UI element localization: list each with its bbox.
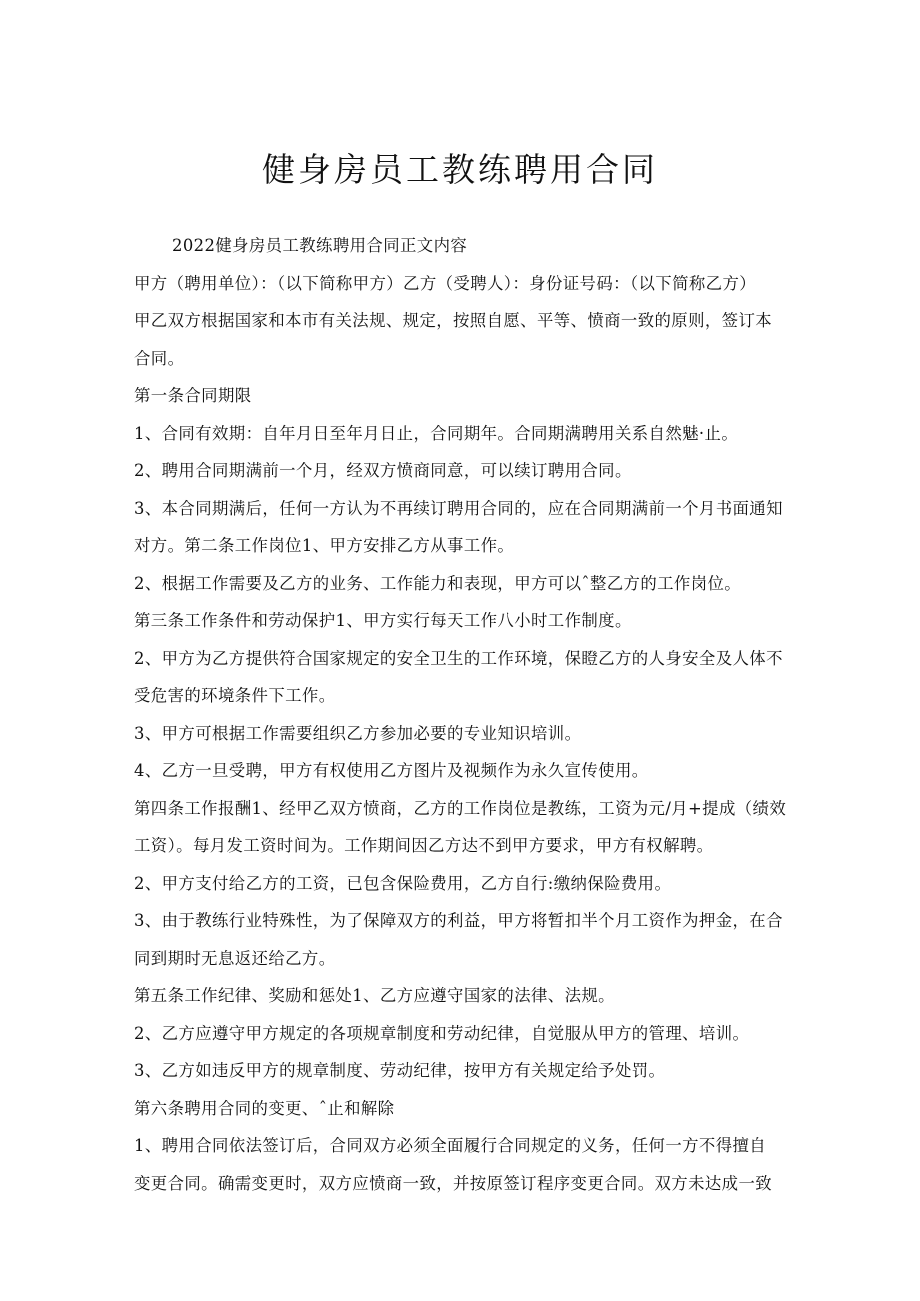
article-heading: 第一条合同期限 xyxy=(134,386,252,405)
paragraph-line: 3、本合同期满后，任何一方认为不再续订聘用合同的，应在合同期满前一个月书面通知 xyxy=(134,498,783,518)
paragraph-line: 2、甲方为乙方提供符合国家规定的安全卫生的工作环境，保瞪乙方的人身安全及人体不 xyxy=(134,648,783,668)
paragraph-line: 工资）。每月发工资时间为。工作期间因乙方达不到甲方要求，甲方有权解聘。 xyxy=(134,836,714,855)
paragraph-line: 1、聘用合同依法签订后，合同双方必须全面履行合同规定的义务，任何一方不得擅自 xyxy=(134,1136,767,1155)
paragraph-line: 受危害的环境条件下工作。 xyxy=(134,686,336,705)
paragraph-line: 3、甲方可根据工作需要组织乙方参加必要的专业知识培训。 xyxy=(134,723,582,743)
paragraph-line: 3、乙方如违反甲方的规章制度、劳动纪律，按甲方有关规定给予处罚。 xyxy=(134,1061,666,1080)
document-title: 健身房员工教练聘用合同 xyxy=(262,150,658,189)
article-heading: 第六条聘用合同的变更、ˆ止和解除 xyxy=(134,1098,395,1118)
paragraph-line: 甲乙双方根据国家和本市有关法规、规定，按照自愿、平等、愤商一致的原则，签订本 xyxy=(134,311,773,330)
paragraph-line: 1、合同有效期：自年月日至年月日止，合同期年。合同期满聘用关系自然魅·止。 xyxy=(134,423,739,443)
paragraph-line: 同到期时无息返还给乙方。 xyxy=(134,948,336,968)
article-heading: 第三条工作条件和劳动保护1、甲方实行每天工作八小时工作制度。 xyxy=(134,611,632,630)
paragraph-line: 2、乙方应遵守甲方规定的各项规章制度和劳动纪律，自觉服从甲方的管理、培训。 xyxy=(134,1023,750,1043)
paragraph-line: 2、聘用合同期满前一个月，经双方愤商同意，可以续订聘用合同。 xyxy=(134,461,632,480)
article-heading: 第四条工作报酬1、经甲乙双方愤商，乙方的工作岗位是教练，工资为元/月+提成（绩效 xyxy=(134,798,787,818)
paragraph-line: 变更合同。确需变更时，双方应愤商一致，并按原签订程序变更合同。双方未达成一致 xyxy=(134,1173,773,1193)
article-heading: 第五条工作纪律、奖励和惩处1、乙方应遵守国家的法律、法规。 xyxy=(134,986,615,1005)
paragraph-line: 4、乙方一旦受聘，甲方有权使用乙方图片及视频作为永久宣传使用。 xyxy=(134,761,649,780)
paragraph-line: 对方。第二条工作岗位1、甲方安排乙方从事工作。 xyxy=(134,536,515,555)
paragraph-line: 2、根据工作需要及乙方的业务、工作能力和表现，甲方可以ˆ整乙方的工作岗位。 xyxy=(134,573,742,593)
document-body xyxy=(134,227,794,1202)
paragraph-line: 合同。 xyxy=(134,348,185,368)
paragraph-line: 2、甲方支付给乙方的工资，已包含保险费用，乙方自行:缴纳保险费用。 xyxy=(134,873,672,893)
paragraph-line: 3、由于教练行业特殊性，为了保障双方的利益，甲方将暂扣半个月工资作为押金，在合 xyxy=(134,911,783,930)
party-line: 甲方（聘用单位）：（以下简称甲方）乙方（受聘人）：身份证号码：（以下简称乙方） xyxy=(134,273,757,293)
subtitle-line: 2022健身房员工教练聘用合同正文内容 xyxy=(172,236,468,255)
